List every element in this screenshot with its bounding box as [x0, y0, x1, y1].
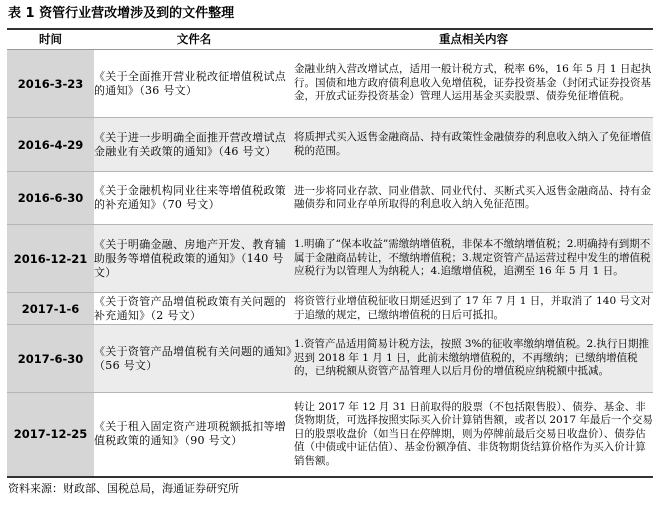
row-date: 2017-6-30 [7, 325, 94, 393]
row-date: 2017-12-25 [7, 393, 94, 477]
table-row [7, 325, 653, 393]
header-row [7, 29, 653, 50]
row-content: 将质押式买入返售金融商品、持有政策性金融债券的利息收入纳入了免征增值税的范围。 [294, 118, 653, 172]
row-content: 1.明确了“保本收益”需缴纳增值税，非保本不缴纳增值税；2.明确持有到期不属于金融商品转让，不缴纳增值税；3.规定资管产品运营过程中发生的增值税应税行为以管理人为纳税人；4.追缴增值税，追溯至 16 年 5 月 1 日。 [294, 225, 653, 293]
table-row [7, 393, 653, 477]
table-row [7, 118, 653, 172]
header-time: 时间 [7, 29, 94, 50]
table-row [7, 293, 653, 325]
row-date: 2017-1-6 [7, 293, 94, 325]
row-doc: 《关于金融机构同业往来等增值税政策的补充通知》（70 号文） [94, 172, 294, 225]
row-doc: 《关于资管产品增值税政策有关问题的补充通知》（2 号文） [94, 293, 294, 325]
table-row [7, 172, 653, 225]
row-content: 1.资管产品适用简易计税方法，按照 3%的征收率缴纳增值税。2.执行日期推迟到 2018 年 1 月 1 日，此前未缴纳增值税的，不再缴纳；已缴纳增值税的，已纳税额从资管产品管理人以后月份的增值税应纳税额中抵减。 [294, 325, 653, 393]
row-date: 2016-6-30 [7, 172, 94, 225]
row-date: 2016-4-29 [7, 118, 94, 172]
row-doc: 《关于明确金融、房地产开发、教育辅助服务等增值税政策的通知》（140 号文） [94, 225, 294, 293]
row-doc: 《关于全面推开营业税改征增值税试点的通知》（36 号文） [94, 50, 294, 118]
source-note: 资料来源：财政部、国税总局，海通证券研究所 [8, 482, 239, 495]
policy-table [7, 28, 653, 478]
row-content: 金融业纳入营改增试点，适用一般计税方式，税率 6%，16 年 5 月 1 日起执行。国债和地方政府债利息收入免增值税，证券投资基金（封闭式证券投资基金，开放式证券投资基金）管理人运用基金买卖股票、债券免征增值税。 [294, 50, 653, 118]
row-doc: 《关于租入固定资产进项税额抵扣等增值税政策的通知》（90 号文） [94, 420, 287, 448]
row-doc: 《关于进一步明确全面推开营改增试点金融业有关政策的通知》（46 号文） [94, 118, 294, 172]
row-date: 2016-12-21 [7, 225, 94, 293]
row-date: 2016-3-23 [7, 50, 94, 118]
header-content: 重点相关内容 [294, 29, 653, 50]
row-doc: 《关于资管产品增值税有关问题的通知》（56 号文） [94, 325, 294, 393]
row-content: 转让 2017 年 12 月 31 日前取得的股票（不包括限售股）、债券、基金、非货物期货，可选择按照实际买入价计算销售额，或者以 2017 年最后一个交易日的股票收盘价（如当日在停牌期，则为停牌前最后交易日收盘价）、债券估值（中债或中证估值）、基金份额净值、非货物期货结算价格作为买入价计算销售额。 [294, 400, 653, 467]
table-row [7, 225, 653, 293]
table-title: 表 1 资管行业营改增涉及到的文件整理 [8, 6, 235, 21]
row-content: 将资管行业增值税征收日期延迟到了 17 年 7 月 1 日，并取消了 140 号文对于追缴的规定，已缴纳增值税的日后可抵扣。 [294, 293, 653, 325]
header-doc: 文件名 [94, 29, 294, 50]
row-content: 进一步将同业存款、同业借款、同业代付、买断式买入返售金融商品、持有金融债券和同业存单所取得的利息收入纳入免征范围。 [294, 172, 653, 225]
table-row [7, 50, 653, 118]
